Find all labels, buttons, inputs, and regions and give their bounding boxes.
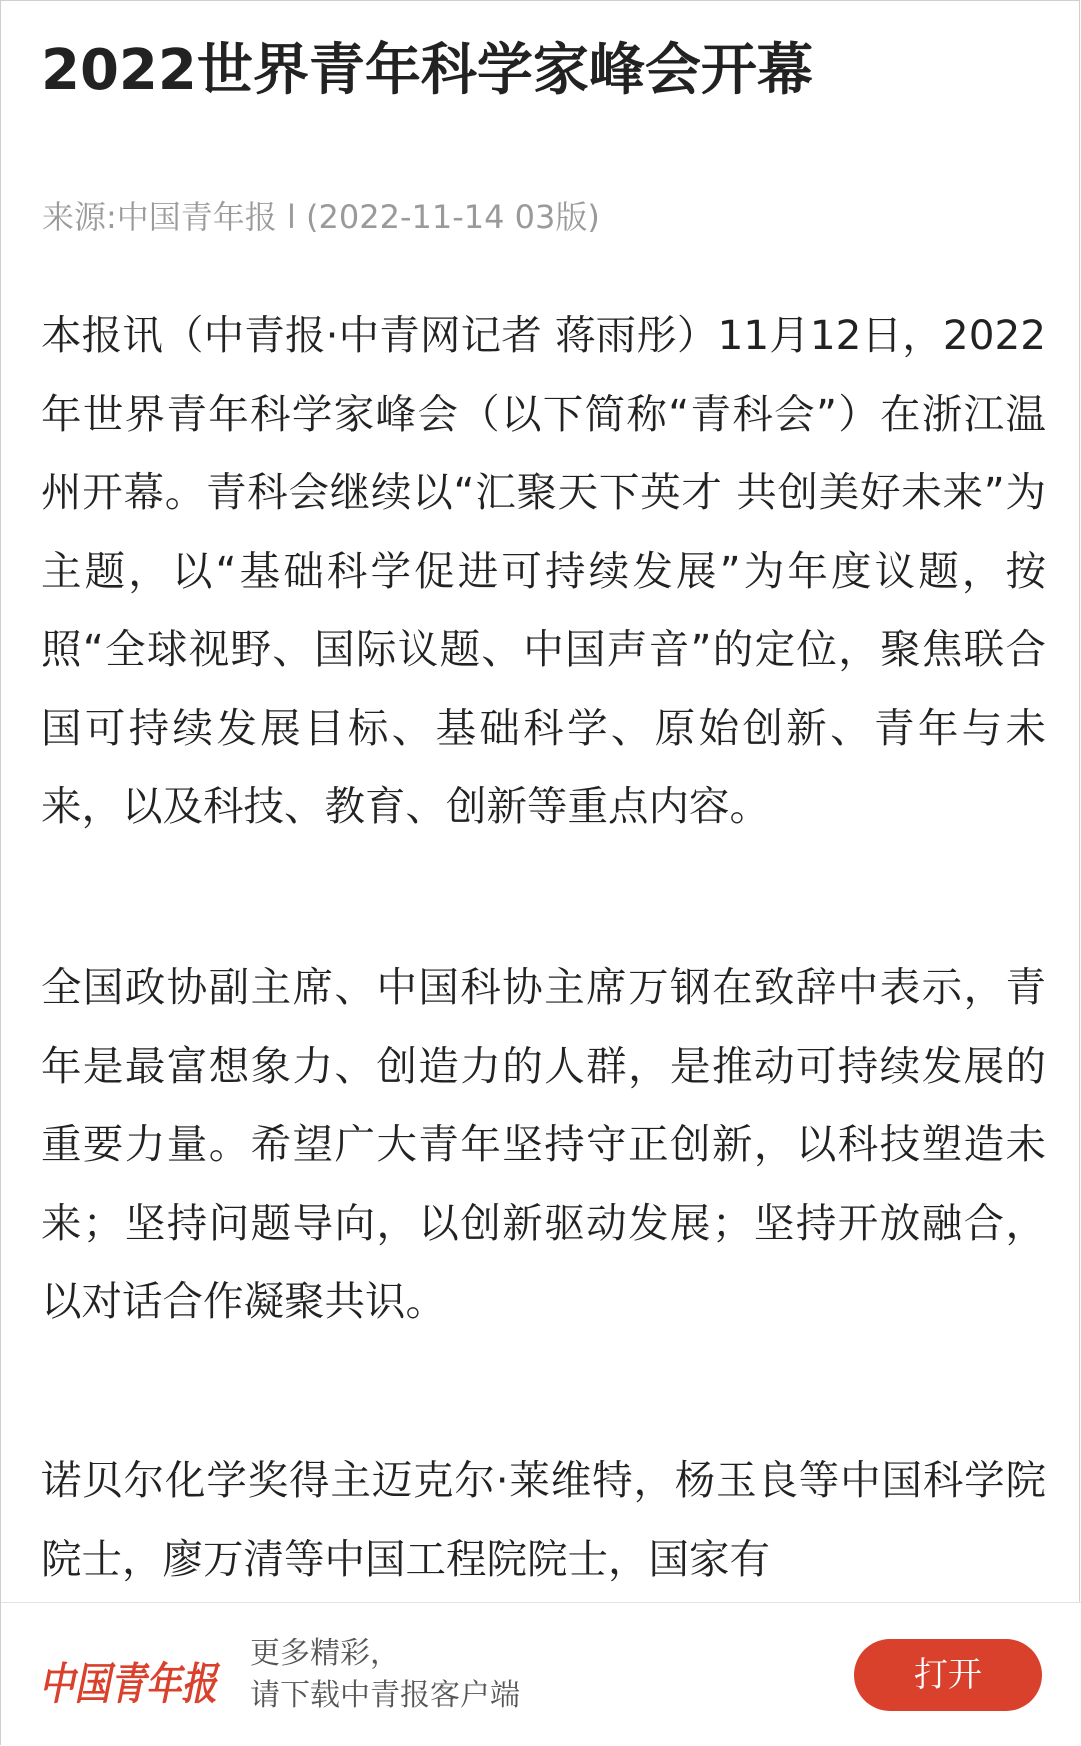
article-title: 2022世界青年科学家峰会开幕 (41, 38, 813, 103)
article-paragraph: 本报讯（中青报·中青网记者 蒋雨彤）11月12日，2022年世界青年科学家峰会（以下简称“青科会”）在浙江温州开幕。青科会继续以“汇聚天下英才 共创美好未来”为主题，以“基础科学促进可持续发展”为年度议题，按照“全球视野、国际议题、中国声音”的定位，聚焦联合国可持续发展目标、基础科学、原始创新、青年与未来，以及科技、教育、创新等重点内容。 (41, 311, 1046, 830)
app-download-banner (1, 1602, 1081, 1746)
promo-line: 更多精彩， (250, 1636, 400, 1671)
article-source: 来源:中国青年报 l (2022-11-14 03版) (42, 198, 600, 236)
article (1, 1, 1081, 1603)
article-paragraph: 诺贝尔化学奖得主迈克尔·莱维特，杨玉良等中国科学院院士，廖万清等中国工程院院士，国家有 (41, 1456, 1046, 1583)
logo-text: 中国青年报 (39, 1659, 222, 1710)
promo-line: 请下载中青报客户端 (250, 1678, 520, 1713)
article-paragraph: 全国政协副主席、中国科协主席万钢在致辞中表示，青年是最富想象力、创造力的人群，是推动可持续发展的重要力量。希望广大青年坚持守正创新，以科技塑造未来；坚持问题导向，以创新驱动发展；坚持开放融合，以对话合作凝聚共识。 (41, 963, 1046, 1325)
china-youth-daily-logo (39, 1633, 222, 1717)
open-app-button[interactable]: 打开 (854, 1639, 1042, 1711)
promo-text (250, 1633, 520, 1717)
